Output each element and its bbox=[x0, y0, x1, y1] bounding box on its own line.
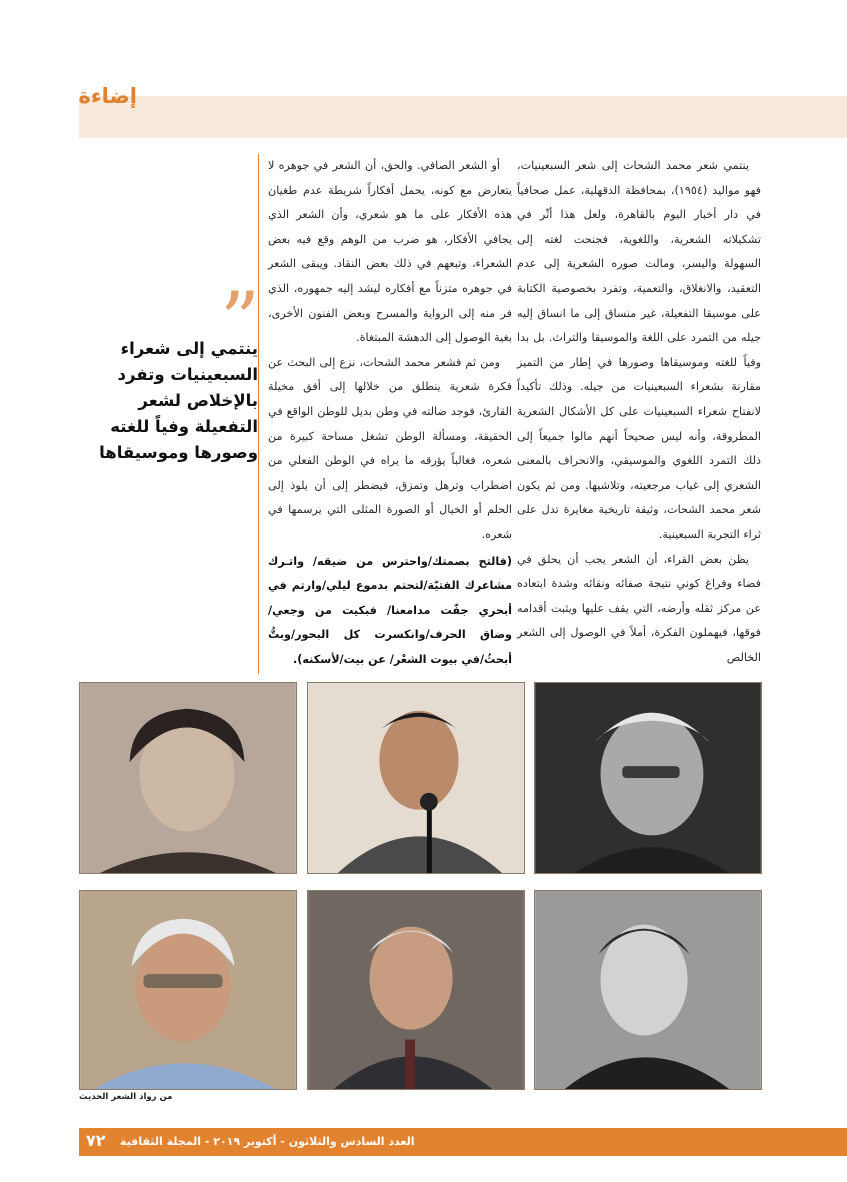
paragraph: ومن ثم فشعر محمد الشحات، نزع إلى البحث عن فكرة شعرية ينطلق من خلالها إلى أفق مخيلة القارئ، فوجد ضالته في وطن بديل للوطن الواقع في الحقيقة، ومسألة الوطن تشغل مساحة كبيرة من شعره، فغالباً يؤرقه ما يراه في الوطن الفعلي من اضطراب وترهل وتمزق، فيضطر إلى أن يلوذ إلى الحلم أو الخيال أو الصورة المثلى التي يرسمها في شعره. bbox=[268, 355, 512, 541]
portrait-image bbox=[80, 683, 296, 873]
portrait-photo bbox=[79, 890, 297, 1090]
paragraph: أو الشعر الصافي. والحق، أن الشعر في جوهره لا يتعارض مع كونه، يحمل أفكاراً شريطة عدم طغيان هذه الأفكار على ما هو شعري، وأن الشعر الذي يجافي الأفكار، هو ضرب من الوهم وقع فيه بعض الشعراء، وتبعهم في ذلك بعض النقاد. ويبقى الشعر في جوهره متزناً مع أفكاره ليشد إليه جمهوره، الذي فر منه إلى الرواية والمسرح وبعض الفنون الأخرى، بغية الوصول إلى الدهشة المبتغاة. bbox=[268, 159, 512, 345]
footer-magazine-name: المجلة الثقافية bbox=[120, 1135, 201, 1148]
portrait-image bbox=[308, 891, 524, 1089]
portrait-photo bbox=[534, 890, 762, 1090]
paragraph: يظن بعض القراء، أن الشعر يجب أن يحلق في فضاء وفراغ كوني نتيجة صفائه ونقائه وشدة ابتعاده عن مركز ثقله وأرضه، التي يقف عليها ويثبت أقدامه فوقها، فيهملون الفكرة، أملاً في الوصول إلى الشعر الخالص bbox=[517, 552, 761, 664]
article-column-middle bbox=[268, 154, 512, 672]
footer-issue: العدد السادس والثلاثون - أكتوبر ٢٠١٩ - bbox=[204, 1135, 415, 1148]
portrait-image bbox=[535, 683, 761, 873]
portrait-photo bbox=[307, 682, 525, 874]
header-band bbox=[79, 96, 847, 138]
article-column-right bbox=[517, 154, 761, 670]
column-divider bbox=[258, 154, 259, 674]
footer-issue-info bbox=[120, 1132, 415, 1152]
portrait-image bbox=[308, 683, 524, 873]
portrait-photo bbox=[534, 682, 762, 874]
portrait-photo bbox=[307, 890, 525, 1090]
photo-caption: من رواد الشعر الحديث bbox=[79, 1092, 173, 1102]
paragraph: ينتمي شعر محمد الشحات إلى شعر السبعينيات، فهو مواليد (١٩٥٤)، بمحافظة الدقهلية، عمل صحافياً في دار أخبار اليوم بالقاهرة، ولعل هذا أثّر في تشكيلاته الشعرية، واللغوية، فجنحت لغته إلى السهولة واليسر، ومالت صوره الشعرية إلى عدم التعقيد، والانغلاق، والتعمية، وتفرد بخصوصية الكتابة على موسيقا التفعيلة، غير منساق إلى ما انساق إليه جيله من التمرد على اللغة والموسيقا والتراث. بل بدا وفياً للغته وموسيقاها وصورها في إطار من التميز مقارنة بشعراء السبعينيات من جيله. وذلك تأكيداً لانفتاح شعراء السبعينيات على كل الأشكال الشعرية المطروقة، وأنه ليس صحيحاً أنهم مالوا جميعاً إلى ذلك التمرد اللغوي والموسيقي، والانحراف بالمعنى الشعري إلى غياب مرجعيته، وتلاشيها. ومن ثم يكون شعر محمد الشحات، وثيقة تاريخية مغايرة تدل على ثراء التجربة السبعينية. bbox=[517, 159, 761, 541]
portrait-photo bbox=[79, 682, 297, 874]
portrait-image bbox=[535, 891, 761, 1089]
quote-mark-icon: ” bbox=[220, 276, 260, 366]
pull-quote: ينتمي إلى شعراء السبعينيات وتفرد بالإخلاص لشعر التفعيلة وفياً للغته وصورها وموسيقاها bbox=[99, 339, 258, 462]
section-title: إضاءة bbox=[78, 84, 137, 108]
portrait-image bbox=[80, 891, 296, 1089]
page-number: ٧٢ bbox=[86, 1131, 106, 1150]
poem-excerpt: (فالتح بصمتك/واحترس من ضيقه/ واتـرك مشاعرك الفتيّة/لتحتم بدموع ليلي/وارتم في أبحري جفّت مدامعنا/ فبكيت من وجعي/وضاق الحرف/وانكسرت كل البحور/وبتُّ أبحثُ/في بيوت الشعْر/ عن بيت/لأسكنه). bbox=[268, 554, 512, 666]
